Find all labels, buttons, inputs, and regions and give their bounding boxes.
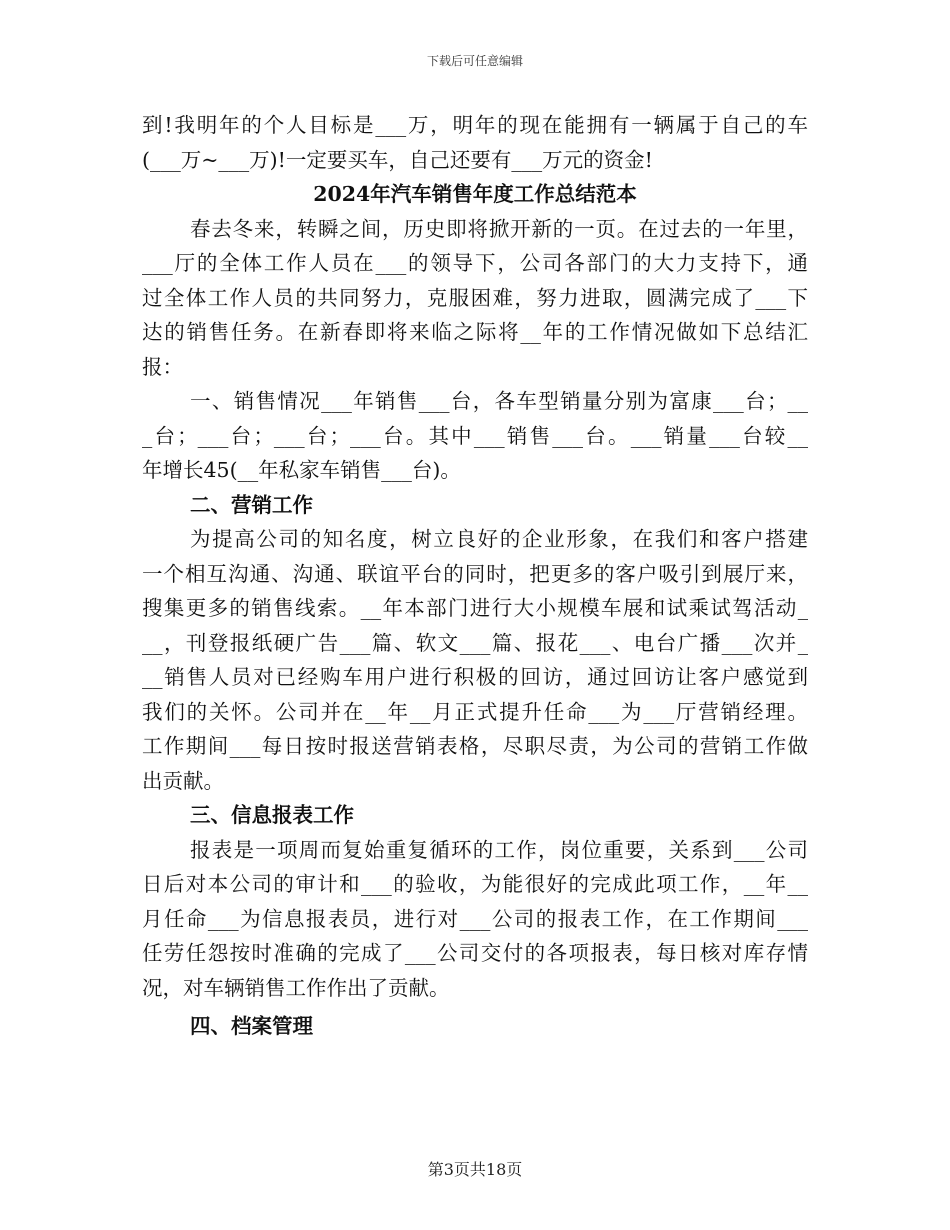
document-title: 2024年汽车销售年度工作总结范本 — [313, 182, 637, 206]
para2-line: 年增长45(__年私家车销售___台)。 — [142, 458, 461, 482]
document-body — [142, 108, 808, 1044]
section-heading-marketing: 二、营销工作 — [190, 492, 313, 517]
para4-line: 任劳任怨按时准确的完成了___公司交付的各项报表，每日核对库存情 — [142, 941, 808, 965]
intro-line-1: 到!我明年的个人目标是___万，明年的现在能拥有一辆属于自己的车 — [142, 113, 808, 137]
para2-line: 一、销售情况___年销售___台，各车型销量分别为富康___台；__ — [190, 389, 808, 413]
para1-line: 报： — [142, 354, 183, 379]
para3-line: 搜集更多的销售线索。__年本部门进行大小规模车展和试乘试驾活动_ — [142, 596, 808, 620]
para4-line: 报表是一项周而复始重复循环的工作，岗位重要，关系到___公司 — [190, 837, 808, 862]
para3-line: 为提高公司的知名度，树立良好的企业形象，在我们和客户搭建 — [190, 527, 808, 551]
section-heading-reports: 三、信息报表工作 — [190, 803, 354, 827]
para4-line: 日后对本公司的审计和___的验收，为能很好的完成此项工作，__年__ — [142, 872, 808, 896]
para3-line: __销售人员对已经购车用户进行积极的回访，通过回访让客户感觉到 — [142, 665, 808, 689]
para1-line: 过全体工作人员的共同努力，克服困难，努力进取，圆满完成了___下 — [142, 285, 808, 310]
para1-line: 达的销售任务。在新春即将来临之际将__年的工作情况做如下总结汇 — [142, 320, 808, 344]
section-heading-archives: 四、档案管理 — [190, 1014, 313, 1038]
para3-line: __，刊登报纸硬广告___篇、软文___篇、报花___、电台广播___次并_ — [142, 630, 808, 655]
para3-line: 出贡献。 — [142, 768, 224, 793]
para3-line: 工作期间___每日按时报送营销表格，尽职尽责，为公司的营销工作做 — [142, 734, 808, 758]
para4-line: 况，对车辆销售工作作出了贡献。 — [142, 975, 450, 1000]
para1-line: 春去冬来，转瞬之间，历史即将掀开新的一页。在过去的一年里， — [190, 216, 808, 241]
para3-line: 我们的关怀。公司并在__年__月正式提升任命___为___厅营销经理。 — [142, 699, 808, 724]
page-number: 第3页共18页 — [427, 1160, 523, 1179]
para3-line: 一个相互沟通、沟通、联谊平台的同时，把更多的客户吸引到展厅来， — [142, 561, 808, 586]
intro-line-2: (___万~___万)!一定要买车，自己还要有___万元的资金! — [142, 147, 653, 172]
para2-line: _台；___台；___台；___台。其中___销售___台。___销量___台较__ — [142, 423, 808, 448]
header-note: 下载后可任意编辑 — [426, 54, 523, 68]
para1-line: ___厅的全体工作人员在___的领导下，公司各部门的大力支持下，通 — [142, 251, 808, 275]
para4-line: 月任命___为信息报表员，进行对___公司的报表工作，在工作期间___ — [142, 906, 808, 931]
